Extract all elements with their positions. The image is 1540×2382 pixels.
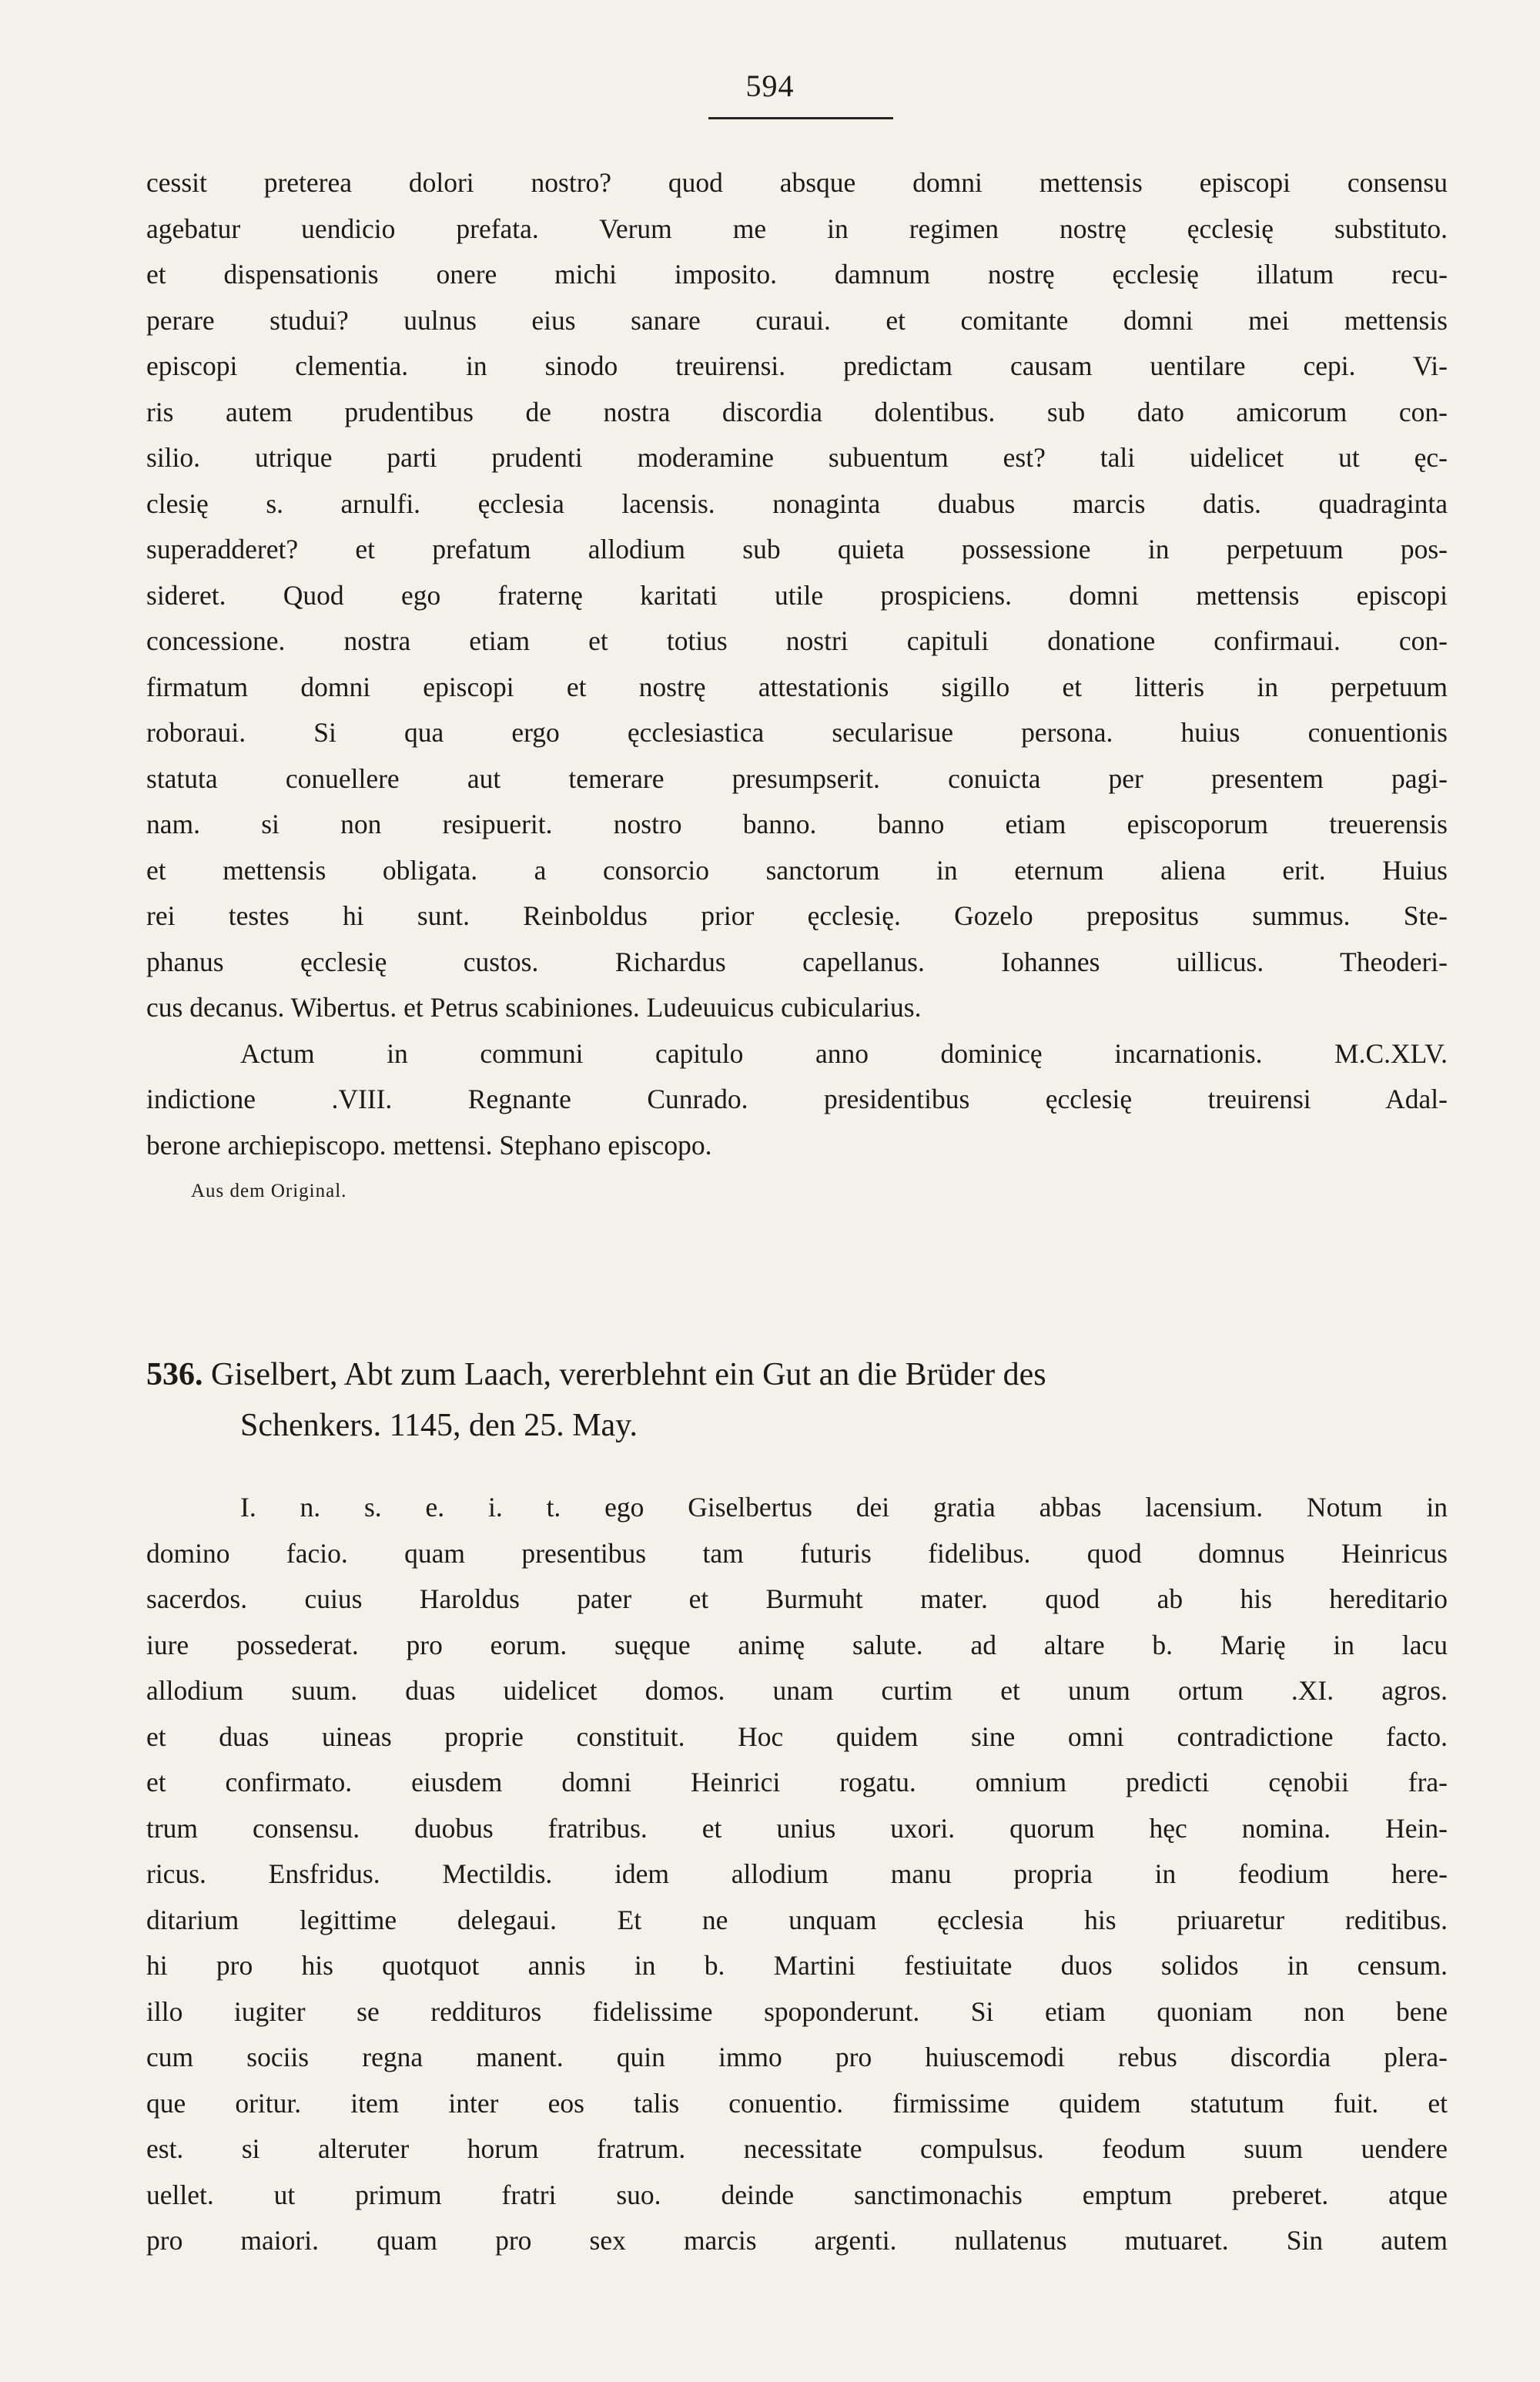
- document-number: 536.: [146, 1357, 203, 1392]
- text-line: episcopi clementia. in sinodo treuirensi. predictam causam uentilare cepi. Vi-: [146, 350, 1448, 381]
- actum-line: indictione .VIII. Regnante Cunrado. presidentibus ęcclesię treuirensi Adal-: [146, 1084, 1448, 1114]
- document-text-line: I. n. s. e. i. t. ego Giselbertus dei gratia abbas lacensium. Notum in: [240, 1492, 1448, 1523]
- document-text-line: domino facio. quam presentibus tam futuris fidelibus. quod domnus Heinricus: [146, 1537, 1448, 1569]
- actum-line: berone archiepiscopo. mettensi. Stephano episcopo.: [146, 1129, 712, 1161]
- document-text-line: uellet. ut primum fratri suo. deinde sanctimonachis emptum preberet. atque: [146, 2179, 1448, 2210]
- document-heading-line1: Giselbert, Abt zum Laach, vererblehnt ein Gut an die Brüder des: [211, 1357, 1046, 1392]
- document-heading-line2: Schenkers. 1145, den 25. May.: [240, 1408, 638, 1443]
- text-line: et dispensationis onere michi imposito. damnum nostrę ęcclesię illatum recu-: [146, 259, 1448, 290]
- source-note: Aus dem Original.: [191, 1181, 347, 1201]
- text-line: roboraui. Si qua ergo ęcclesiastica secularisue persona. huius conuentionis: [146, 717, 1448, 748]
- text-line: nam. si non resipuerit. nostro banno. banno etiam episcoporum treuerensis: [146, 809, 1448, 839]
- text-line: agebatur uendicio prefata. Verum me in regimen nostrę ęcclesię substituto.: [146, 213, 1448, 244]
- text-line: clesię s. arnulfi. ęcclesia lacensis. nonaginta duabus marcis datis. quadraginta: [146, 487, 1448, 519]
- document-heading: [146, 1349, 1448, 1400]
- text-line: ris autem prudentibus de nostra discordia dolentibus. sub dato amicorum con-: [146, 396, 1448, 427]
- document-text-line: ditarium legittime delegaui. Et ne unquam ęcclesia his priuaretur reditibus.: [146, 1904, 1448, 1935]
- document-text-line: allodium suum. duas uidelicet domos. unam curtim et unum ortum .XI. agros.: [146, 1675, 1448, 1706]
- page-number: 594: [745, 69, 795, 103]
- document-text-line: est. si alteruter horum fratrum. necessitate compulsus. feodum suum uendere: [146, 2133, 1448, 2164]
- document-text-line: illo iugiter se reddituros fidelissime spoponderunt. Si etiam quoniam non bene: [146, 1995, 1448, 2027]
- document-text-line: ricus. Ensfridus. Mectildis. idem allodium manu propria in feodium here-: [146, 1858, 1448, 1889]
- document-text-line: que oritur. item inter eos talis conuentio. firmissime quidem statutum fuit. et: [146, 2087, 1448, 2119]
- document-text-line: et confirmato. eiusdem domni Heinrici rogatu. omnium predicti cęnobii fra-: [146, 1767, 1448, 1797]
- continued-charter-text: [146, 160, 1448, 1214]
- text-line: silio. utrique parti prudenti moderamine subuentum est? tali uidelicet ut ęc-: [146, 442, 1448, 473]
- document-text-line: hi pro his quotquot annis in b. Martini festiuitate duos solidos in censum.: [146, 1950, 1448, 1981]
- text-line: rei testes hi sunt. Reinboldus prior ęcclesię. Gozelo prepositus summus. Ste-: [146, 900, 1448, 931]
- text-line: cessit preterea dolori nostro? quod absque domni mettensis episcopi consensu: [146, 167, 1448, 198]
- document-text-line: trum consensu. duobus fratribus. et unius uxori. quorum hęc nomina. Hein-: [146, 1812, 1448, 1844]
- document-text-line: iure possederat. pro eorum. suęque animę salute. ad altare b. Marię in lacu: [146, 1629, 1448, 1660]
- document-536: [146, 1349, 1448, 2264]
- text-line: et mettensis obligata. a consorcio sanctorum in eternum aliena erit. Huius: [146, 854, 1448, 886]
- text-line: phanus ęcclesię custos. Richardus capellanus. Iohannes uillicus. Theoderi-: [146, 946, 1448, 977]
- text-line: statuta conuellere aut temerare presumpserit. conuicta per presentem pagi-: [146, 762, 1448, 794]
- document-text-line: sacerdos. cuius Haroldus pater et Burmuht mater. quod ab his hereditario: [146, 1583, 1448, 1614]
- document-text-line: et duas uineas proprie constituit. Hoc quidem sine omni contradictione facto.: [146, 1720, 1448, 1752]
- text-line: cus decanus. Wibertus. et Petrus scabiniones. Ludeuuicus cubicularius.: [146, 992, 922, 1023]
- actum-line: Actum in communi capitulo anno dominicę incarnationis. M.C.XLV.: [240, 1037, 1448, 1069]
- document-text-line: pro maiori. quam pro sex marcis argenti. nullatenus mutuaret. Sin autem: [146, 2225, 1448, 2256]
- page-number-rule: [708, 117, 893, 119]
- text-line: superadderet? et prefatum allodium sub quieta possessione in perpetuum pos-: [146, 534, 1448, 565]
- text-line: sideret. Quod ego fraternę karitati utile prospiciens. domni mettensis episcopi: [146, 579, 1448, 611]
- text-line: perare studui? uulnus eius sanare curaui. et comitante domni mei mettensis: [146, 304, 1448, 336]
- document-text-line: cum sociis regna manent. quin immo pro huiuscemodi rebus discordia plera-: [146, 2042, 1448, 2072]
- text-line: concessione. nostra etiam et totius nostri capituli donatione confirmaui. con-: [146, 625, 1448, 656]
- text-line: firmatum domni episcopi et nostrę attestationis sigillo et litteris in perpetuum: [146, 671, 1448, 702]
